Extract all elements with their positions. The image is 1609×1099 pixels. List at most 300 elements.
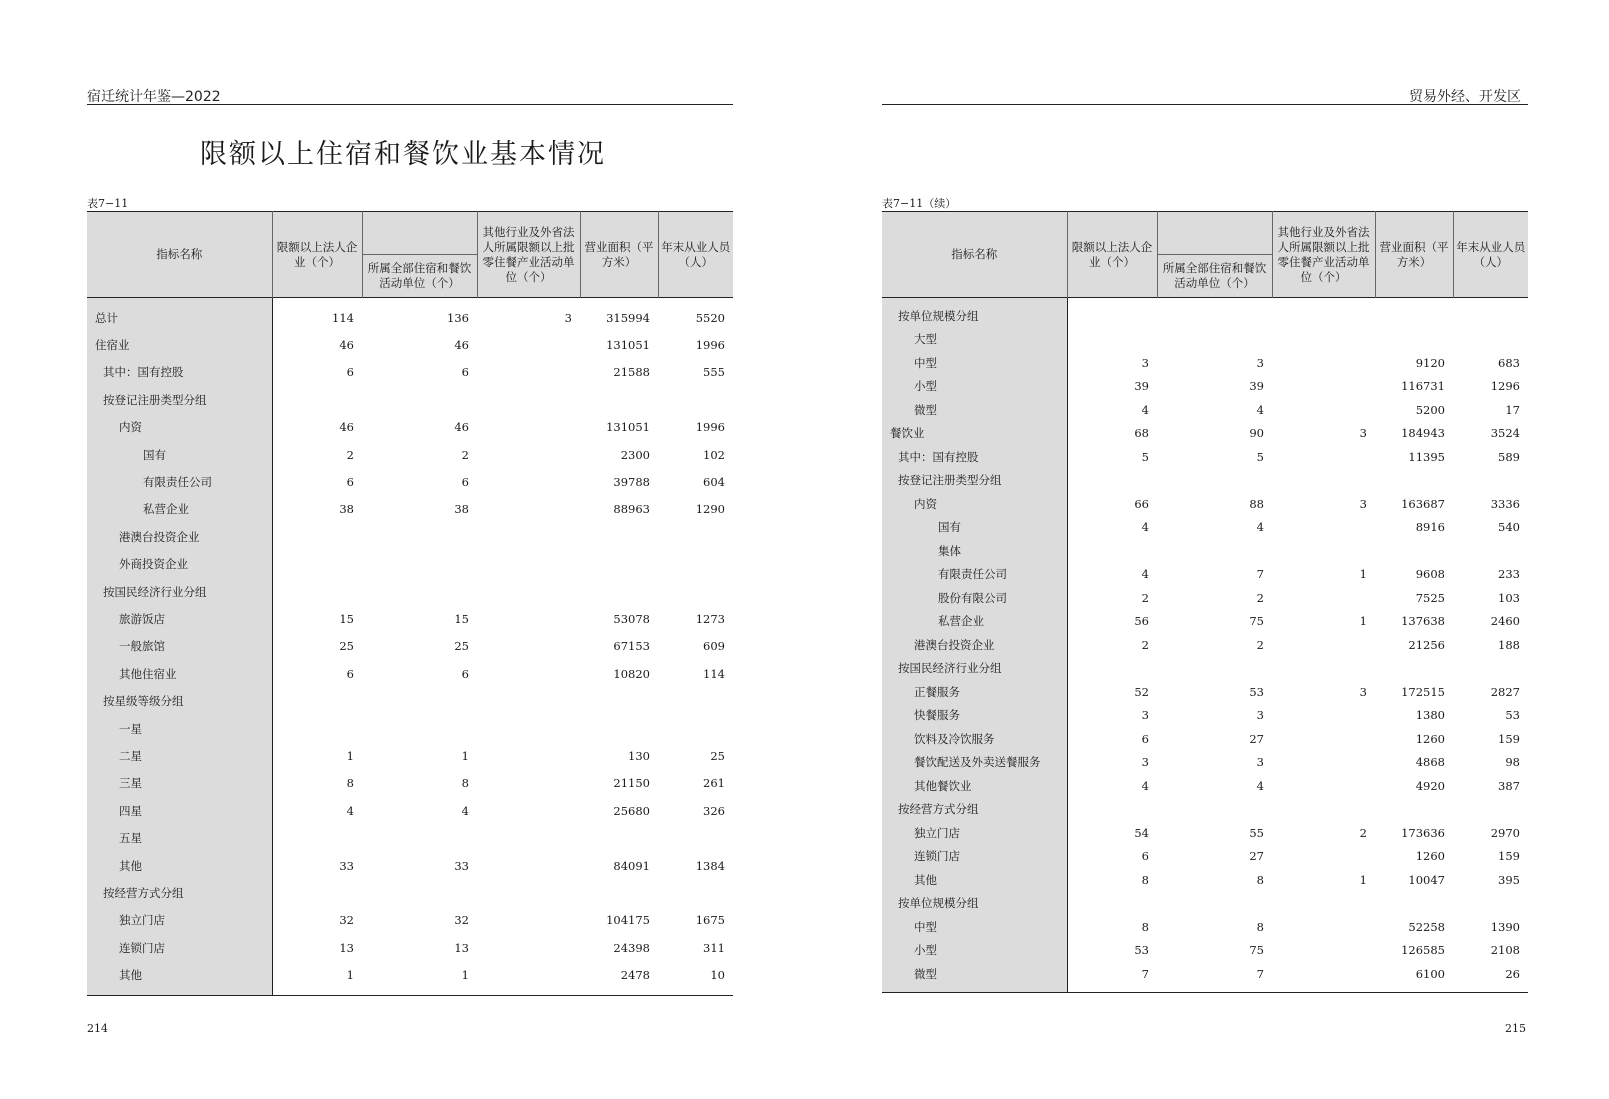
- table-body-left: [87, 298, 733, 996]
- value-cell: 3: [1359, 496, 1367, 511]
- value-cell: [1272, 445, 1375, 469]
- table-row: [87, 770, 733, 797]
- row-label: 其他餐饮业: [882, 774, 1067, 798]
- value-cell: [272, 551, 362, 578]
- value-cell: [272, 687, 362, 714]
- header-legal-entities: 限额以上法人企业（个）: [1067, 212, 1157, 298]
- value-cell: 54: [1067, 821, 1157, 845]
- table-row: [87, 304, 733, 331]
- table-row: [882, 633, 1528, 657]
- row-label: 有限责任公司: [882, 563, 1067, 587]
- value-cell: [477, 934, 580, 961]
- value-cell: 683: [1498, 355, 1520, 370]
- value-cell: [362, 578, 477, 605]
- row-label: 二星: [87, 742, 272, 769]
- value-cell: 21150: [613, 776, 650, 791]
- value-cell: [1272, 892, 1375, 916]
- value-cell: 15: [454, 611, 469, 626]
- value-cell: [580, 551, 658, 578]
- value-cell: 3336: [1490, 496, 1520, 511]
- value-cell: 98: [1505, 755, 1520, 770]
- value-cell: 5: [1256, 449, 1264, 464]
- row-label: 餐饮配送及外卖送餐服务: [882, 751, 1067, 775]
- value-cell: [362, 824, 477, 851]
- value-cell: 6: [272, 468, 362, 495]
- value-cell: 39: [1067, 375, 1157, 399]
- value-cell: 172515: [1401, 684, 1445, 699]
- value-cell: [580, 687, 658, 714]
- table-row: [87, 605, 733, 632]
- value-cell: 540: [1498, 520, 1520, 535]
- value-cell: 6: [461, 475, 469, 490]
- value-cell: 3: [1256, 708, 1264, 723]
- value-cell: 1675: [695, 913, 725, 928]
- row-label: 中型: [882, 351, 1067, 375]
- row-label: 港澳台投资企业: [87, 523, 272, 550]
- row-label: 港澳台投资企业: [882, 633, 1067, 657]
- header-sub-units: 所属全部住宿和餐饮活动单位（个）: [362, 255, 477, 298]
- value-cell: [1067, 328, 1157, 352]
- value-cell: 4: [1067, 398, 1157, 422]
- value-cell: [477, 359, 580, 386]
- value-cell: [1272, 798, 1375, 822]
- page-title: 限额以上住宿和餐饮业基本情况: [200, 139, 606, 170]
- table-row: [882, 774, 1528, 798]
- row-label: 按经营方式分组: [882, 798, 1067, 822]
- value-cell: 184943: [1401, 426, 1445, 441]
- value-cell: 6: [272, 660, 362, 687]
- row-label: 独立门店: [87, 907, 272, 934]
- value-cell: 4: [1256, 402, 1264, 417]
- table-row: [882, 868, 1528, 892]
- row-label: 其他住宿业: [87, 660, 272, 687]
- value-cell: 10047: [1408, 872, 1445, 887]
- value-cell: 75: [1249, 614, 1264, 629]
- value-cell: 1384: [695, 858, 725, 873]
- value-cell: [1375, 304, 1453, 328]
- value-cell: 126585: [1401, 943, 1445, 958]
- value-cell: 9608: [1415, 567, 1445, 582]
- value-cell: [1272, 657, 1375, 681]
- value-cell: 25: [454, 639, 469, 654]
- value-cell: 116731: [1401, 379, 1445, 394]
- header-staff: 年末从业人员（人）: [1453, 212, 1528, 298]
- value-cell: 233: [1498, 567, 1520, 582]
- value-cell: 1996: [695, 420, 725, 435]
- row-label: 私营企业: [87, 496, 272, 523]
- table-row: [882, 821, 1528, 845]
- table-row: [87, 660, 733, 687]
- value-cell: 4920: [1415, 778, 1445, 793]
- value-cell: 55: [1249, 825, 1264, 840]
- value-cell: 131051: [606, 338, 650, 353]
- value-cell: [1272, 398, 1375, 422]
- value-cell: 6: [1067, 727, 1157, 751]
- value-cell: 7525: [1415, 590, 1445, 605]
- header-rule-left: [87, 104, 733, 105]
- value-cell: [1272, 539, 1375, 563]
- table-row: [87, 879, 733, 906]
- spacer-cell: [477, 989, 580, 996]
- value-cell: [272, 386, 362, 413]
- value-cell: 6: [1067, 845, 1157, 869]
- table-row: [882, 939, 1528, 963]
- value-cell: 104175: [606, 913, 650, 928]
- value-cell: [477, 961, 580, 988]
- table-row: [882, 610, 1528, 634]
- value-cell: 90: [1249, 426, 1264, 441]
- value-cell: [362, 386, 477, 413]
- table-row: [882, 751, 1528, 775]
- row-label: 集体: [882, 539, 1067, 563]
- table-row: [87, 824, 733, 851]
- value-cell: [362, 715, 477, 742]
- value-cell: 4: [1256, 520, 1264, 535]
- row-label: 小型: [882, 939, 1067, 963]
- value-cell: [477, 852, 580, 879]
- value-cell: [477, 496, 580, 523]
- row-label: 旅游饭店: [87, 605, 272, 632]
- spacer-cell: [87, 989, 272, 996]
- running-head-right: 贸易外经、开发区: [1409, 89, 1521, 105]
- value-cell: 137638: [1401, 614, 1445, 629]
- table-row: [882, 657, 1528, 681]
- header-sub-units: 所属全部住宿和餐饮活动单位（个）: [1157, 255, 1272, 298]
- value-cell: [1272, 516, 1375, 540]
- value-cell: 25: [272, 633, 362, 660]
- value-cell: 395: [1498, 872, 1520, 887]
- value-cell: [477, 715, 580, 742]
- table-row: [87, 496, 733, 523]
- value-cell: [1453, 328, 1528, 352]
- value-cell: [477, 907, 580, 934]
- table-row: [882, 516, 1528, 540]
- value-cell: 56: [1067, 610, 1157, 634]
- page-number-right: 215: [1505, 1022, 1526, 1035]
- table-row: [882, 704, 1528, 728]
- value-cell: 2827: [1490, 684, 1520, 699]
- value-cell: 8: [1067, 868, 1157, 892]
- value-cell: 46: [454, 420, 469, 435]
- row-label: 小型: [882, 375, 1067, 399]
- row-label: 微型: [882, 962, 1067, 986]
- table-row: [882, 304, 1528, 328]
- value-cell: [477, 797, 580, 824]
- value-cell: [272, 824, 362, 851]
- value-cell: 67153: [613, 639, 650, 654]
- value-cell: 8: [1256, 919, 1264, 934]
- table-row: [882, 586, 1528, 610]
- value-cell: 46: [272, 331, 362, 358]
- value-cell: 26: [1505, 966, 1520, 981]
- row-label: 快餐服务: [882, 704, 1067, 728]
- value-cell: [477, 551, 580, 578]
- value-cell: [580, 386, 658, 413]
- table-row: [882, 539, 1528, 563]
- value-cell: 53078: [613, 611, 650, 626]
- value-cell: [1272, 304, 1375, 328]
- row-label: 总计: [87, 304, 272, 331]
- value-cell: 1: [272, 742, 362, 769]
- table-row: [87, 715, 733, 742]
- value-cell: [1453, 469, 1528, 493]
- value-cell: [580, 715, 658, 742]
- value-cell: [362, 687, 477, 714]
- value-cell: 311: [703, 940, 725, 955]
- running-head-left: 宿迁统计年鉴—2022: [87, 89, 221, 105]
- value-cell: 1260: [1415, 849, 1445, 864]
- value-cell: [1067, 798, 1157, 822]
- row-label: 外商投资企业: [87, 551, 272, 578]
- value-cell: 2108: [1490, 943, 1520, 958]
- table-row: [87, 578, 733, 605]
- value-cell: [1067, 539, 1157, 563]
- value-cell: 38: [272, 496, 362, 523]
- value-cell: 3: [1359, 684, 1367, 699]
- stats-table-right: [882, 211, 1528, 993]
- value-cell: 10820: [613, 666, 650, 681]
- value-cell: 13: [272, 934, 362, 961]
- table-row: [882, 892, 1528, 916]
- value-cell: [362, 523, 477, 550]
- spacer-cell: [1453, 986, 1528, 993]
- value-cell: 1: [1359, 614, 1367, 629]
- table-label-left: 表7−11: [87, 197, 129, 210]
- value-cell: [477, 824, 580, 851]
- value-cell: 188: [1498, 637, 1520, 652]
- value-cell: 1273: [695, 611, 725, 626]
- header-rule-right: [882, 104, 1528, 105]
- table-row: [87, 907, 733, 934]
- table-row: [882, 422, 1528, 446]
- value-cell: 130: [628, 748, 650, 763]
- value-cell: [1272, 939, 1375, 963]
- value-cell: 39: [1249, 379, 1264, 394]
- value-cell: 32: [272, 907, 362, 934]
- row-label: 其他: [87, 852, 272, 879]
- value-cell: 3524: [1490, 426, 1520, 441]
- value-cell: 3: [1359, 426, 1367, 441]
- value-cell: 88963: [613, 502, 650, 517]
- value-cell: [477, 879, 580, 906]
- value-cell: 7: [1067, 962, 1157, 986]
- value-cell: 53: [1249, 684, 1264, 699]
- value-cell: 114: [272, 304, 362, 331]
- row-label: 股份有限公司: [882, 586, 1067, 610]
- value-cell: [477, 770, 580, 797]
- table-row: [882, 375, 1528, 399]
- table-row: [87, 386, 733, 413]
- value-cell: 2: [1256, 637, 1264, 652]
- value-cell: 6: [461, 666, 469, 681]
- value-cell: 3: [1067, 351, 1157, 375]
- value-cell: 1: [1359, 872, 1367, 887]
- value-cell: 131051: [606, 420, 650, 435]
- table-row: [87, 359, 733, 386]
- row-label: 连锁门店: [87, 934, 272, 961]
- value-cell: 1380: [1415, 708, 1445, 723]
- row-label: 饮料及冷饮服务: [882, 727, 1067, 751]
- value-cell: [1272, 351, 1375, 375]
- value-cell: [272, 715, 362, 742]
- row-label: 大型: [882, 328, 1067, 352]
- value-cell: 173636: [1401, 825, 1445, 840]
- value-cell: [1272, 774, 1375, 798]
- row-label: 餐饮业: [882, 422, 1067, 446]
- table-row: [882, 563, 1528, 587]
- row-label: 内资: [882, 492, 1067, 516]
- table-row: [87, 742, 733, 769]
- value-cell: [1067, 469, 1157, 493]
- table-row: [882, 680, 1528, 704]
- row-label: 微型: [882, 398, 1067, 422]
- value-cell: 32: [454, 913, 469, 928]
- table-row: [87, 961, 733, 988]
- value-cell: [1453, 539, 1528, 563]
- value-cell: [1453, 798, 1528, 822]
- value-cell: 5520: [695, 310, 725, 325]
- value-cell: 8916: [1415, 520, 1445, 535]
- value-cell: 1296: [1490, 379, 1520, 394]
- value-cell: 3: [1256, 355, 1264, 370]
- table-row: [882, 727, 1528, 751]
- value-cell: 6: [461, 365, 469, 380]
- row-label: 按星级等级分组: [87, 687, 272, 714]
- value-cell: [1272, 962, 1375, 986]
- value-cell: [477, 414, 580, 441]
- header-other-units: 其他行业及外省法人所属限额以上批零住餐产业活动单位（个）: [1272, 212, 1375, 298]
- table-row: [882, 845, 1528, 869]
- value-cell: [1375, 892, 1453, 916]
- row-label: 连锁门店: [882, 845, 1067, 869]
- table-row: [87, 331, 733, 358]
- value-cell: 24398: [613, 940, 650, 955]
- value-cell: 6: [272, 359, 362, 386]
- value-cell: 3: [1256, 755, 1264, 770]
- table-row: [882, 445, 1528, 469]
- value-cell: 555: [703, 365, 725, 380]
- value-cell: 163687: [1401, 496, 1445, 511]
- value-cell: 21588: [613, 365, 650, 380]
- row-label: 五星: [87, 824, 272, 851]
- value-cell: [1375, 657, 1453, 681]
- value-cell: [1157, 657, 1272, 681]
- value-cell: 10: [710, 968, 725, 983]
- header-spacer: [1157, 212, 1272, 255]
- value-cell: 2: [1067, 586, 1157, 610]
- value-cell: [1375, 539, 1453, 563]
- value-cell: [1272, 915, 1375, 939]
- value-cell: 1: [461, 748, 469, 763]
- value-cell: 2300: [620, 447, 650, 462]
- value-cell: 4: [1256, 778, 1264, 793]
- value-cell: [272, 578, 362, 605]
- value-cell: [1272, 586, 1375, 610]
- value-cell: 4: [1067, 774, 1157, 798]
- value-cell: 8: [272, 770, 362, 797]
- value-cell: 102: [703, 447, 725, 462]
- value-cell: 159: [1498, 731, 1520, 746]
- value-cell: [1067, 304, 1157, 328]
- value-cell: [1272, 727, 1375, 751]
- row-label: 其他: [882, 868, 1067, 892]
- table-row: [87, 852, 733, 879]
- value-cell: [1067, 892, 1157, 916]
- value-cell: [1272, 469, 1375, 493]
- table-row: [882, 328, 1528, 352]
- spacer-cell: [1272, 986, 1375, 993]
- value-cell: 21256: [1408, 637, 1445, 652]
- value-cell: 261: [703, 776, 725, 791]
- value-cell: [1272, 845, 1375, 869]
- row-label: 按登记注册类型分组: [882, 469, 1067, 493]
- value-cell: 52: [1067, 680, 1157, 704]
- value-cell: [477, 331, 580, 358]
- value-cell: 2970: [1490, 825, 1520, 840]
- header-legal-entities: 限额以上法人企业（个）: [272, 212, 362, 298]
- header-indicator: 指标名称: [87, 212, 272, 298]
- table-row: [87, 468, 733, 495]
- header-indicator: 指标名称: [882, 212, 1067, 298]
- value-cell: 15: [272, 605, 362, 632]
- table-row: [87, 934, 733, 961]
- value-cell: 2478: [620, 968, 650, 983]
- spacer-cell: [362, 989, 477, 996]
- table-row: [882, 962, 1528, 986]
- value-cell: [1453, 892, 1528, 916]
- row-label: 三星: [87, 770, 272, 797]
- value-cell: 4: [1067, 516, 1157, 540]
- row-label: 按经营方式分组: [87, 879, 272, 906]
- row-label: 按国民经济行业分组: [87, 578, 272, 605]
- row-label: 住宿业: [87, 331, 272, 358]
- spacer-cell: [1375, 986, 1453, 993]
- value-cell: 11395: [1408, 449, 1445, 464]
- value-cell: 326: [703, 803, 725, 818]
- row-label: 其他: [87, 961, 272, 988]
- header-area: 营业面积（平方米）: [580, 212, 658, 298]
- value-cell: 9120: [1415, 355, 1445, 370]
- value-cell: 3: [1067, 704, 1157, 728]
- value-cell: [580, 523, 658, 550]
- row-label: 按单位规模分组: [882, 892, 1067, 916]
- value-cell: 5: [1067, 445, 1157, 469]
- value-cell: [1375, 469, 1453, 493]
- value-cell: 46: [272, 414, 362, 441]
- row-label: 正餐服务: [882, 680, 1067, 704]
- page-number-left: 214: [87, 1022, 108, 1035]
- value-cell: [658, 386, 733, 413]
- header-area: 营业面积（平方米）: [1375, 212, 1453, 298]
- value-cell: 2: [272, 441, 362, 468]
- header-staff: 年末从业人员（人）: [658, 212, 733, 298]
- value-cell: 609: [703, 639, 725, 654]
- value-cell: 604: [703, 475, 725, 490]
- value-cell: 4: [272, 797, 362, 824]
- value-cell: 38: [454, 502, 469, 517]
- value-cell: [658, 824, 733, 851]
- value-cell: [1375, 328, 1453, 352]
- value-cell: [1272, 375, 1375, 399]
- stats-table-left: [87, 211, 733, 996]
- value-cell: 1290: [695, 502, 725, 517]
- value-cell: 387: [1498, 778, 1520, 793]
- table-row: [882, 469, 1528, 493]
- value-cell: 27: [1249, 849, 1264, 864]
- value-cell: [272, 879, 362, 906]
- value-cell: 1: [461, 968, 469, 983]
- table-row: [87, 414, 733, 441]
